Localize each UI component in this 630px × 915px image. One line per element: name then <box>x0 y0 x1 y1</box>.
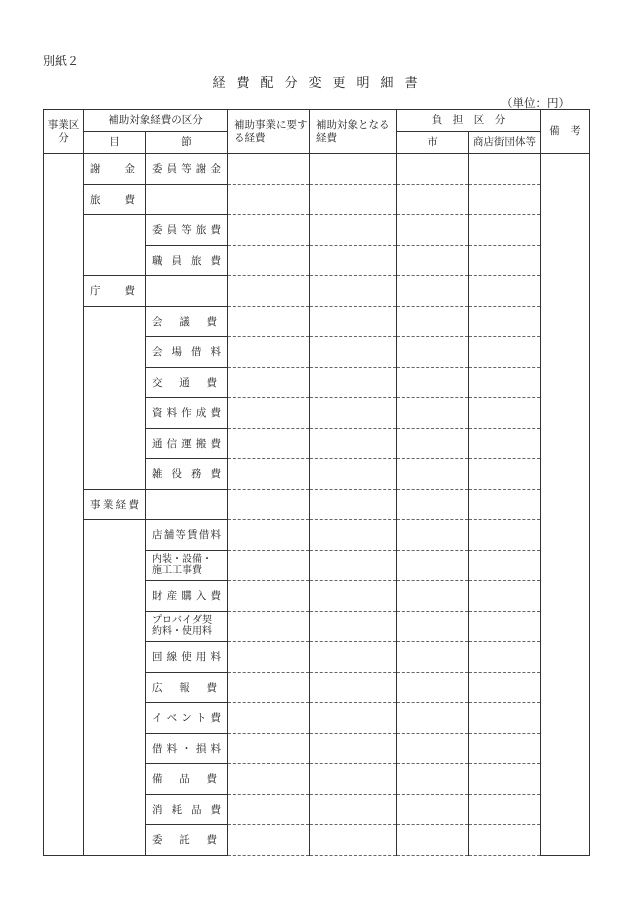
required-amount-cell[interactable] <box>228 154 310 185</box>
remarks-cell[interactable] <box>541 154 590 856</box>
project-category-cell <box>44 154 84 856</box>
header-expense-category: 補助対象経費の区分 <box>84 110 228 132</box>
section-label: 内装・設備・施工工事費 <box>152 553 212 577</box>
eligible-amount-cell[interactable] <box>310 611 397 642</box>
section-cell <box>146 825 228 856</box>
item-label: 謝 金 <box>90 163 135 176</box>
section-label: 委 員 等 謝 金 <box>152 163 221 176</box>
required-amount-cell[interactable] <box>228 764 310 795</box>
section-label: 通 信 運 搬 費 <box>152 437 221 450</box>
section-label: 広 報 費 <box>152 681 217 694</box>
association-amount-cell[interactable] <box>469 337 541 368</box>
section-label: 職 員 旅 費 <box>152 254 221 267</box>
city-amount-cell[interactable] <box>397 733 469 764</box>
section-label: 会 場 借 料 <box>152 346 221 359</box>
section-cell <box>146 306 228 337</box>
section-label: 財 産 購 入 費 <box>152 590 221 603</box>
item-cell <box>84 276 146 307</box>
section-cell <box>146 672 228 703</box>
section-label: 雑 役 務 費 <box>152 468 221 481</box>
section-cell <box>146 581 228 612</box>
required-amount-cell[interactable] <box>228 428 310 459</box>
city-amount-cell[interactable] <box>397 550 469 581</box>
eligible-amount-cell[interactable] <box>310 245 397 276</box>
association-amount-cell[interactable] <box>469 611 541 642</box>
section-cell <box>146 398 228 429</box>
eligible-amount-cell[interactable] <box>310 703 397 734</box>
required-amount-cell[interactable] <box>228 337 310 368</box>
eligible-amount-cell[interactable] <box>310 367 397 398</box>
required-amount-cell[interactable] <box>228 550 310 581</box>
eligible-amount-cell[interactable] <box>310 459 397 490</box>
association-amount-cell[interactable] <box>469 764 541 795</box>
required-amount-cell[interactable] <box>228 611 310 642</box>
table-row <box>44 306 590 337</box>
association-amount-cell[interactable] <box>469 550 541 581</box>
section-label: 借 料 ・ 損 料 <box>152 742 221 755</box>
item-label: 事 業 経 費 <box>90 498 139 511</box>
association-amount-cell[interactable] <box>469 733 541 764</box>
eligible-amount-cell[interactable] <box>310 672 397 703</box>
required-amount-cell[interactable] <box>228 520 310 551</box>
section-label: プロバイダ契約料・使用料 <box>152 614 212 638</box>
city-amount-cell[interactable] <box>397 794 469 825</box>
required-amount-cell[interactable] <box>228 276 310 307</box>
section-cell <box>146 337 228 368</box>
city-amount-cell[interactable] <box>397 276 469 307</box>
section-cell <box>146 550 228 581</box>
association-amount-cell[interactable] <box>469 215 541 246</box>
section-cell <box>146 184 228 215</box>
section-cell <box>146 733 228 764</box>
section-cell <box>146 154 228 185</box>
association-amount-cell[interactable] <box>469 428 541 459</box>
section-label: 交 通 費 <box>152 376 217 389</box>
item-label: 庁 費 <box>90 285 135 298</box>
header-project-category: 事業区分 <box>44 110 84 154</box>
association-amount-cell[interactable] <box>469 672 541 703</box>
association-amount-cell[interactable] <box>469 489 541 520</box>
eligible-amount-cell[interactable] <box>310 581 397 612</box>
item-cell <box>84 154 146 185</box>
association-amount-cell[interactable] <box>469 581 541 612</box>
section-cell <box>146 642 228 673</box>
table-row <box>44 489 590 520</box>
header-section: 節 <box>146 132 228 154</box>
section-label: 資 料 作 成 費 <box>152 407 221 420</box>
city-amount-cell[interactable] <box>397 764 469 795</box>
city-amount-cell[interactable] <box>397 428 469 459</box>
header-required-cost: 補助事業に要する経費 <box>228 110 310 154</box>
section-cell <box>146 520 228 551</box>
section-cell <box>146 428 228 459</box>
city-amount-cell[interactable] <box>397 489 469 520</box>
association-amount-cell[interactable] <box>469 154 541 185</box>
city-amount-cell[interactable] <box>397 672 469 703</box>
section-label: 委 託 費 <box>152 834 217 847</box>
section-cell <box>146 276 228 307</box>
association-amount-cell[interactable] <box>469 398 541 429</box>
eligible-amount-cell[interactable] <box>310 520 397 551</box>
table-row <box>44 184 590 215</box>
eligible-amount-cell[interactable] <box>310 733 397 764</box>
eligible-amount-cell[interactable] <box>310 154 397 185</box>
header-association: 商店街団体等 <box>469 132 541 154</box>
eligible-amount-cell[interactable] <box>310 276 397 307</box>
item-cell <box>84 184 146 215</box>
eligible-amount-cell[interactable] <box>310 489 397 520</box>
required-amount-cell[interactable] <box>228 825 310 856</box>
section-label: 消 耗 品 費 <box>152 803 221 816</box>
header-remarks: 備 考 <box>541 110 590 154</box>
city-amount-cell[interactable] <box>397 306 469 337</box>
association-amount-cell[interactable] <box>469 642 541 673</box>
section-cell <box>146 794 228 825</box>
section-cell <box>146 245 228 276</box>
section-label: 備 品 費 <box>152 773 217 786</box>
eligible-amount-cell[interactable] <box>310 825 397 856</box>
required-amount-cell[interactable] <box>228 367 310 398</box>
eligible-amount-cell[interactable] <box>310 306 397 337</box>
association-amount-cell[interactable] <box>469 794 541 825</box>
city-amount-cell[interactable] <box>397 337 469 368</box>
item-cell <box>84 306 146 489</box>
city-amount-cell[interactable] <box>397 245 469 276</box>
required-amount-cell[interactable] <box>228 306 310 337</box>
section-label: 店 舗 等 賃 借 料 <box>152 529 221 542</box>
association-amount-cell[interactable] <box>469 459 541 490</box>
city-amount-cell[interactable] <box>397 825 469 856</box>
eligible-amount-cell[interactable] <box>310 337 397 368</box>
association-amount-cell[interactable] <box>469 245 541 276</box>
item-cell <box>84 520 146 856</box>
required-amount-cell[interactable] <box>228 459 310 490</box>
eligible-amount-cell[interactable] <box>310 794 397 825</box>
city-amount-cell[interactable] <box>397 215 469 246</box>
required-amount-cell[interactable] <box>228 703 310 734</box>
city-amount-cell[interactable] <box>397 367 469 398</box>
city-amount-cell[interactable] <box>397 520 469 551</box>
required-amount-cell[interactable] <box>228 733 310 764</box>
association-amount-cell[interactable] <box>469 520 541 551</box>
city-amount-cell[interactable] <box>397 184 469 215</box>
table-row <box>44 215 590 246</box>
section-cell <box>146 367 228 398</box>
city-amount-cell[interactable] <box>397 581 469 612</box>
association-amount-cell[interactable] <box>469 306 541 337</box>
page-title: 経費配分変更明細書 <box>212 76 429 91</box>
header-burden-category: 負 担 区 分 <box>397 110 541 132</box>
unit-label: （単位：円） <box>501 96 570 110</box>
city-amount-cell[interactable] <box>397 703 469 734</box>
expense-table <box>43 109 590 856</box>
city-amount-cell[interactable] <box>397 642 469 673</box>
eligible-amount-cell[interactable] <box>310 398 397 429</box>
item-cell <box>84 489 146 520</box>
item-cell <box>84 215 146 276</box>
eligible-amount-cell[interactable] <box>310 428 397 459</box>
city-amount-cell[interactable] <box>397 154 469 185</box>
section-label: 回 線 使 用 料 <box>152 651 221 664</box>
section-cell <box>146 703 228 734</box>
table-row <box>44 520 590 551</box>
required-amount-cell[interactable] <box>228 215 310 246</box>
eligible-amount-cell[interactable] <box>310 642 397 673</box>
header-item: 目 <box>84 132 146 154</box>
required-amount-cell[interactable] <box>228 245 310 276</box>
table-row <box>44 154 590 185</box>
association-amount-cell[interactable] <box>469 184 541 215</box>
eligible-amount-cell[interactable] <box>310 215 397 246</box>
required-amount-cell[interactable] <box>228 672 310 703</box>
eligible-amount-cell[interactable] <box>310 550 397 581</box>
annex-label: 別紙２ <box>43 54 80 68</box>
required-amount-cell[interactable] <box>228 489 310 520</box>
required-amount-cell[interactable] <box>228 642 310 673</box>
section-cell <box>146 459 228 490</box>
city-amount-cell[interactable] <box>397 398 469 429</box>
association-amount-cell[interactable] <box>469 703 541 734</box>
section-cell <box>146 215 228 246</box>
section-cell <box>146 764 228 795</box>
association-amount-cell[interactable] <box>469 367 541 398</box>
eligible-amount-cell[interactable] <box>310 764 397 795</box>
association-amount-cell[interactable] <box>469 276 541 307</box>
required-amount-cell[interactable] <box>228 184 310 215</box>
section-cell <box>146 611 228 642</box>
section-label: イ ベ ン ト 費 <box>152 712 221 725</box>
city-amount-cell[interactable] <box>397 459 469 490</box>
table-row <box>44 276 590 307</box>
item-label: 旅 費 <box>90 193 135 206</box>
required-amount-cell[interactable] <box>228 398 310 429</box>
section-label: 委 員 等 旅 費 <box>152 224 221 237</box>
association-amount-cell[interactable] <box>469 825 541 856</box>
header-eligible-cost: 補助対象となる経費 <box>310 110 397 154</box>
section-cell <box>146 489 228 520</box>
required-amount-cell[interactable] <box>228 581 310 612</box>
section-label: 会 議 費 <box>152 315 217 328</box>
required-amount-cell[interactable] <box>228 794 310 825</box>
eligible-amount-cell[interactable] <box>310 184 397 215</box>
header-city: 市 <box>397 132 469 154</box>
city-amount-cell[interactable] <box>397 611 469 642</box>
